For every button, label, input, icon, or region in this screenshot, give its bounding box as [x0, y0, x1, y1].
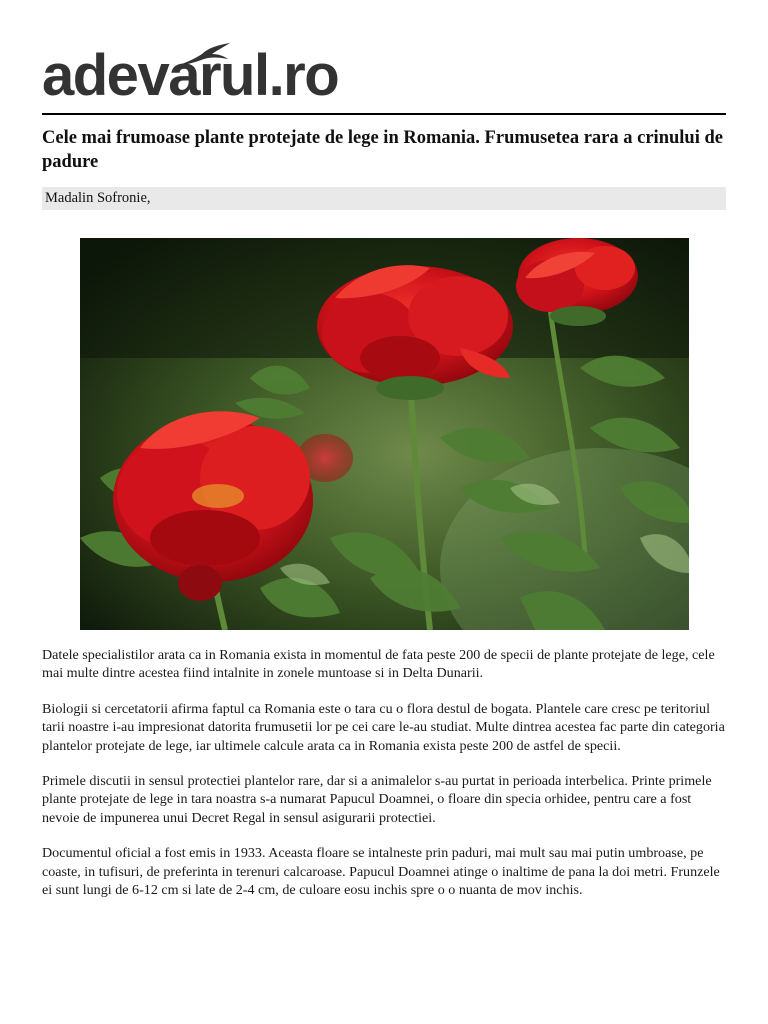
paragraph: Documentul oficial a fost emis in 1933. Aceasta floare se intalneste prin paduri, mai mult sau mai putin umbroase, pe coaste, in tufisuri, de preferinta in terenuri calcaroase. Papucul Doamnei atinge o inaltime de pana la doi metri. Frunzele ei sunt lungi de 6-12 cm si late de 2-4 cm, de culoare eosu inchis spre o o nuanta de mov inchis. — [42, 845, 720, 899]
paragraph: Primele discutii in sensul protectiei plantelor rare, dar si a animalelor s-au purtat in perioada interbelica. Printe primele plante protejate de lege in tara noastra s-a numarat Papucul Doamnei, o floare din specia orhidee, pentru care a fost nevoie de impunerea unui Decret Regal in sensul asigurarii protectiei. — [42, 773, 712, 826]
article-title: Cele mai frumoase plante protejate de lege in Romania. Frumusetea rara a crinului de padure — [42, 128, 723, 172]
site-logo[interactable] — [42, 40, 387, 112]
logo-wordmark: adevarul.ro — [42, 43, 339, 108]
paragraph: Biologii si cercetatorii afirma faptul ca Romania este o tara cu o flora destul de bogata. Plantele care cresc pe teritoriul tarii noastre i-au impresionat datorita frumusetii lor pe cei care le-au studiat. Multe dintrea acestea fac parte din categoria plantelor protejate de lege, iar ultimele calcule arata ca in Romania exista peste 200 de astfel de specii. — [42, 700, 725, 754]
article-photo — [80, 238, 689, 630]
author-bar — [42, 187, 726, 210]
author-name[interactable]: Madalin Sofronie, — [45, 190, 151, 206]
article-body — [42, 646, 730, 916]
header-divider — [42, 113, 726, 115]
paragraph: Datele specialistilor arata ca in Romania exista in momentul de fata peste 200 de specii de plante protejate de lege, cele mai multe dintre acestea fiind intalnite in zonele muntoase si in Delta Dunarii. — [42, 647, 715, 682]
